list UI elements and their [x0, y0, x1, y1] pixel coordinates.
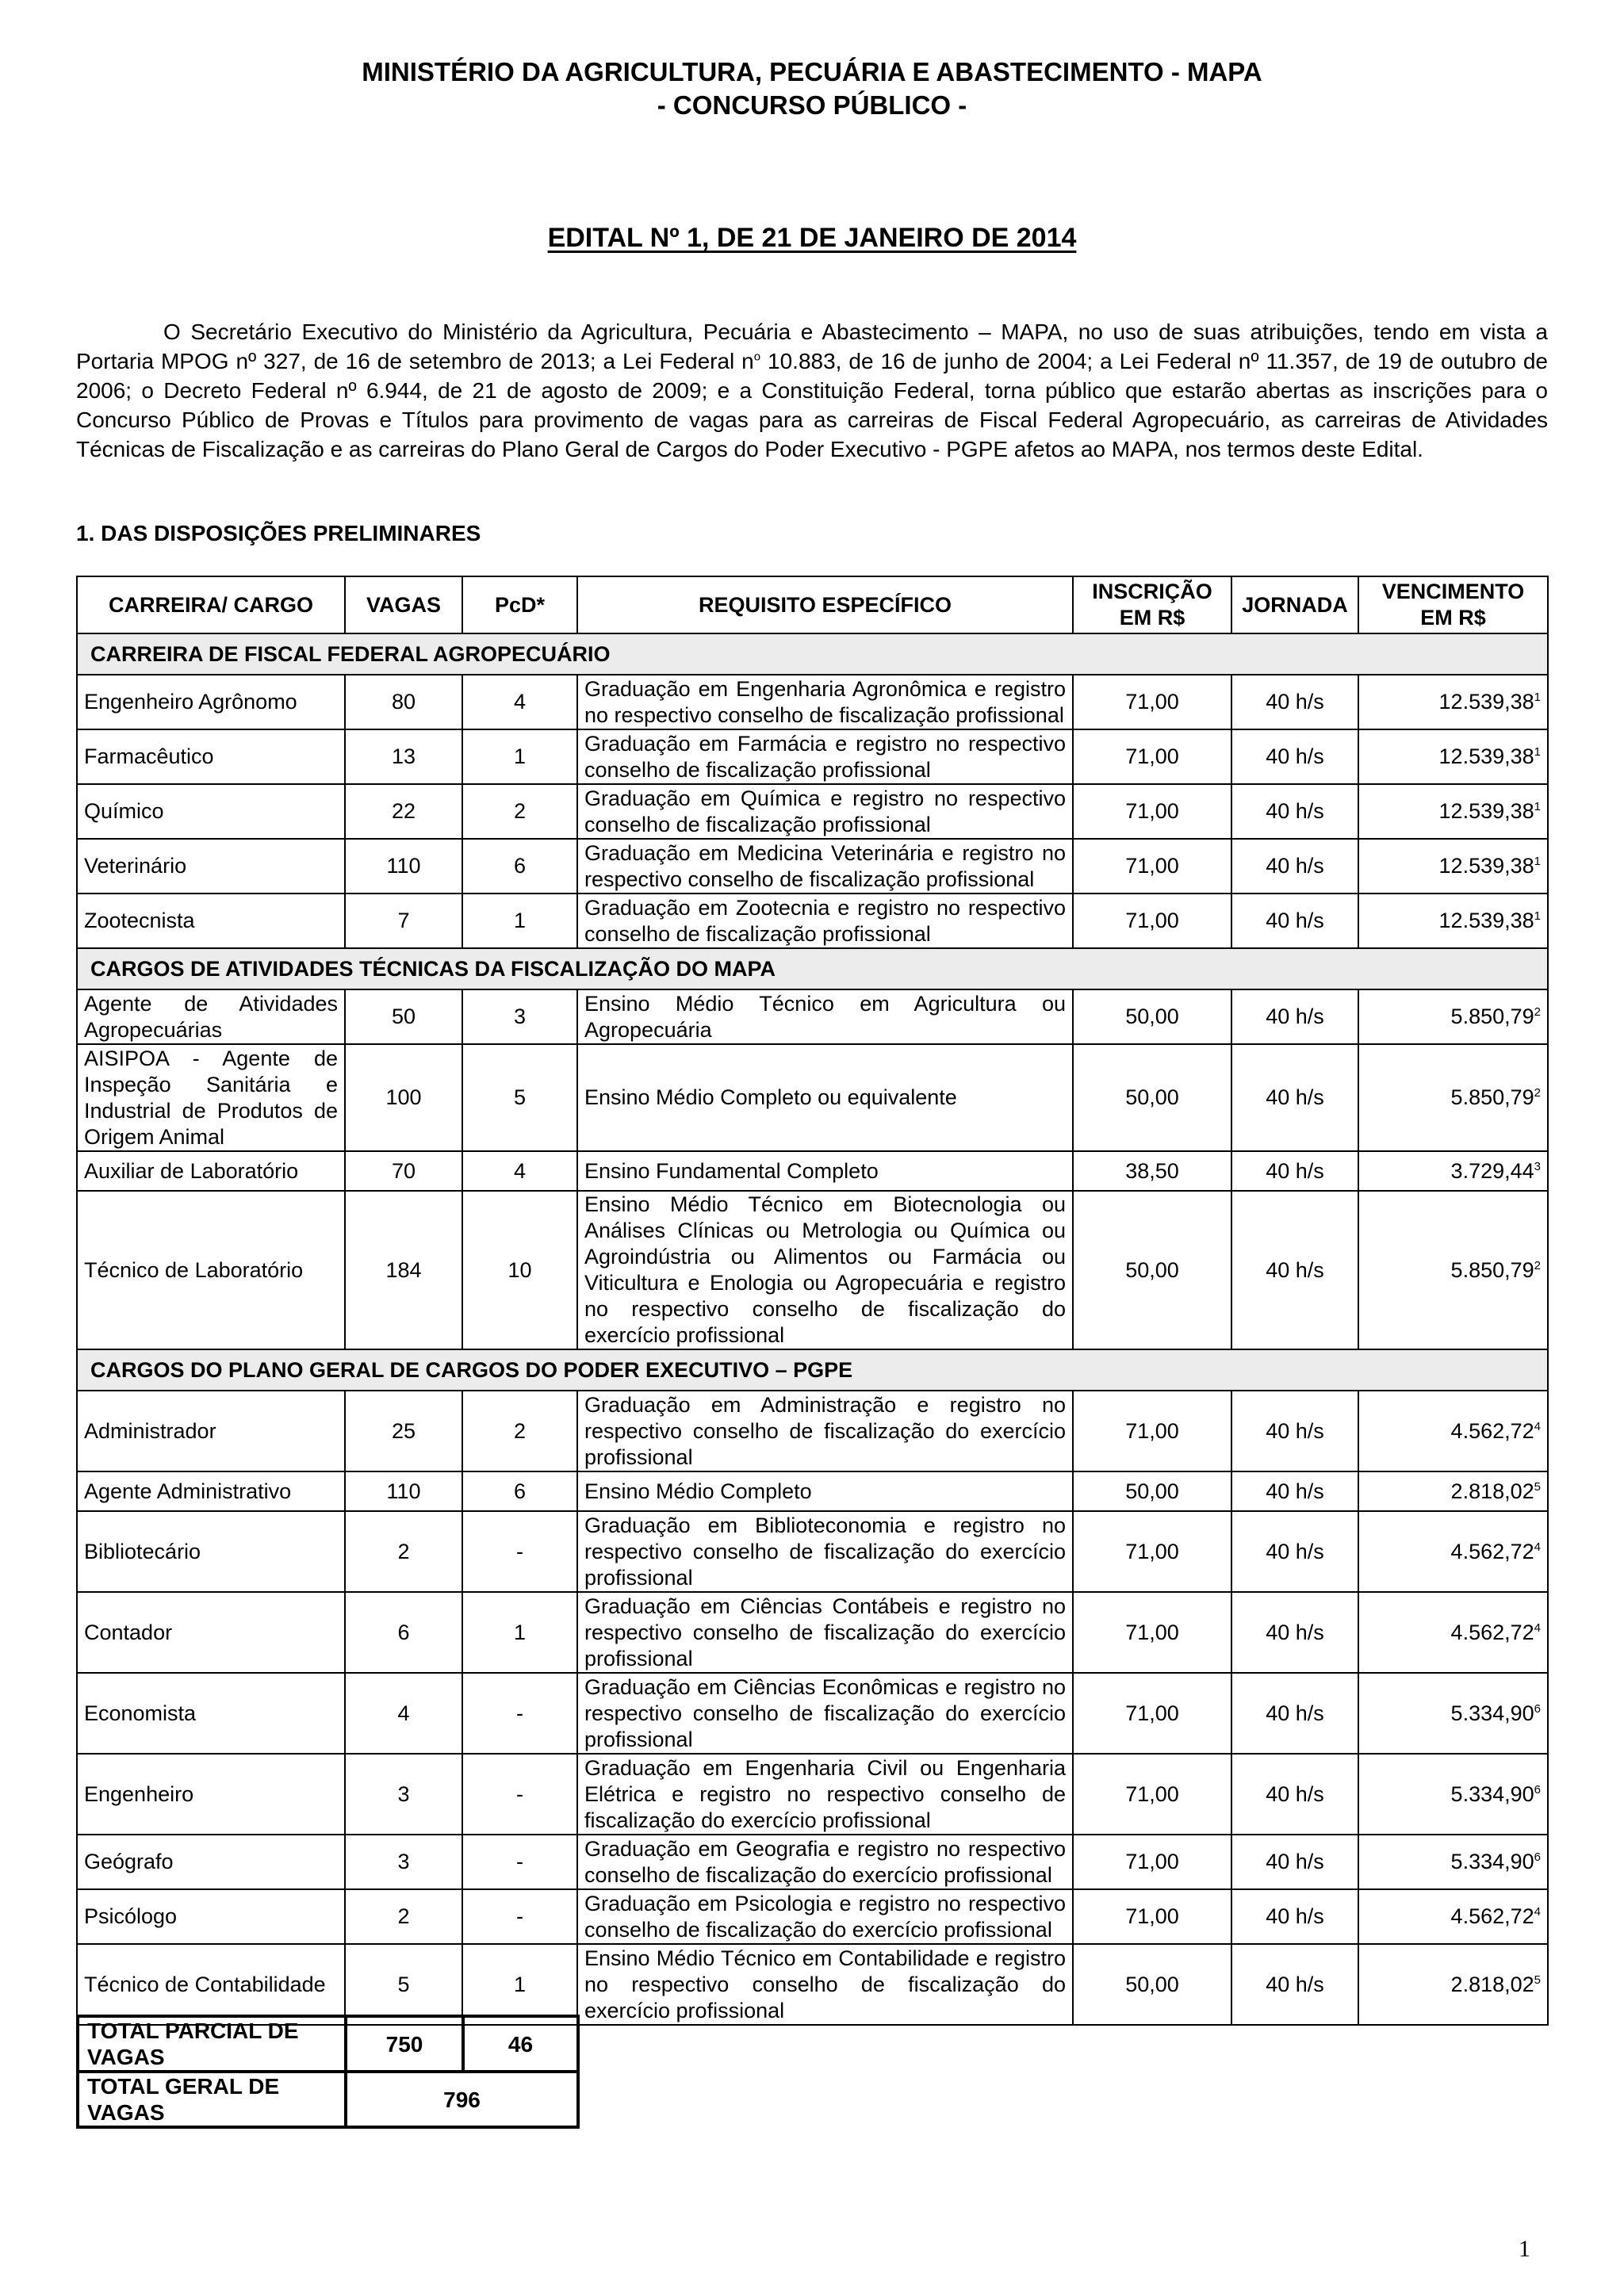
- vencimento-value: 12.539,38: [1438, 690, 1534, 714]
- total-geral-row: [78, 2072, 578, 2127]
- vencimento-footnote: 6: [1534, 1850, 1541, 1864]
- cell-vencimento: [1358, 675, 1548, 729]
- cell-vencimento: [1358, 1511, 1548, 1592]
- vencimento-value: 5.850,79: [1450, 1257, 1534, 1282]
- vencimento-value: 4.562,72: [1450, 1418, 1534, 1443]
- edital-title-text: EDITAL Nº 1, DE 21 DE JANEIRO DE 2014: [547, 223, 1077, 253]
- cell-cargo: Engenheiro: [77, 1754, 345, 1835]
- cell-vencimento: [1358, 1592, 1548, 1673]
- cell-vagas: 184: [345, 1191, 462, 1349]
- cell-inscricao: 71,00: [1073, 1889, 1231, 1944]
- vencimento-value: 5.334,90: [1450, 1781, 1534, 1806]
- cell-requisito: Ensino Médio Completo: [577, 1471, 1073, 1511]
- cell-inscricao: 50,00: [1073, 1471, 1231, 1511]
- cell-jornada: 40 h/s: [1231, 839, 1358, 894]
- col-header-jornada: JORNADA: [1231, 576, 1358, 633]
- cell-pcd: -: [462, 1673, 577, 1754]
- cell-pcd: 6: [462, 1471, 577, 1511]
- vencimento-value: 12.539,38: [1438, 744, 1534, 768]
- table-row: [77, 1754, 1548, 1835]
- cell-pcd: 1: [462, 1944, 577, 2025]
- cell-vencimento: [1358, 729, 1548, 784]
- cell-jornada: 40 h/s: [1231, 729, 1358, 784]
- table-row: [77, 1673, 1548, 1754]
- vencimento-footnote: 1: [1534, 800, 1541, 813]
- cell-jornada: 40 h/s: [1231, 784, 1358, 839]
- table-row: [77, 784, 1548, 839]
- vencimento-value: 3.729,44: [1450, 1158, 1534, 1183]
- cell-jornada: 40 h/s: [1231, 989, 1358, 1044]
- cell-requisito: Graduação em Administração e registro no respectivo conselho de fiscalização do exercício profissional: [577, 1391, 1073, 1471]
- cell-vagas: 2: [345, 1889, 462, 1944]
- cell-requisito: Graduação em Psicologia e registro no respectivo conselho de fiscalização do exercício profissional: [577, 1889, 1073, 1944]
- total-parcial-row: [78, 2016, 578, 2072]
- cell-cargo: Geógrafo: [77, 1835, 345, 1889]
- cell-vagas: 70: [345, 1151, 462, 1191]
- cell-jornada: 40 h/s: [1231, 1944, 1358, 2025]
- col-header-vagas: VAGAS: [345, 576, 462, 633]
- cell-vagas: 13: [345, 729, 462, 784]
- cell-cargo: Técnico de Contabilidade: [77, 1944, 345, 2025]
- cell-requisito: Graduação em Biblioteconomia e registro no respectivo conselho de fiscalização do exercício profissional: [577, 1511, 1073, 1592]
- cell-pcd: 1: [462, 1592, 577, 1673]
- cell-requisito: Graduação em Ciências Econômicas e registro no respectivo conselho de fiscalização do exercício profissional: [577, 1673, 1073, 1754]
- cell-vagas: 110: [345, 1471, 462, 1511]
- cell-jornada: 40 h/s: [1231, 1889, 1358, 1944]
- cell-requisito: Ensino Médio Completo ou equivalente: [577, 1044, 1073, 1151]
- cell-cargo: Farmacêutico: [77, 729, 345, 784]
- total-parcial-label: TOTAL PARCIAL DE VAGAS: [78, 2016, 346, 2072]
- cell-pcd: 6: [462, 839, 577, 894]
- cell-vencimento: [1358, 894, 1548, 948]
- cell-vagas: 110: [345, 839, 462, 894]
- cell-vencimento: [1358, 1044, 1548, 1151]
- category-row: [77, 948, 1548, 989]
- cell-pcd: -: [462, 1754, 577, 1835]
- cell-jornada: 40 h/s: [1231, 1151, 1358, 1191]
- table-row: [77, 839, 1548, 894]
- vencimento-footnote: 5: [1534, 1479, 1541, 1494]
- cell-vencimento: [1358, 1391, 1548, 1471]
- cell-jornada: 40 h/s: [1231, 1673, 1358, 1754]
- cell-jornada: 40 h/s: [1231, 1511, 1358, 1592]
- intro-part1: O Secretário Executivo do Ministério da Agricultura, Pecuária e Abastecimento – MAPA, no uso de suas atribuições, tendo em vista a Portaria MPOG nº 327, de 16 de setembro de 2013; a Lei Federal n: [76, 320, 1548, 373]
- cell-jornada: 40 h/s: [1231, 675, 1358, 729]
- vencimento-value: 4.562,72: [1450, 1620, 1534, 1644]
- cell-cargo: Químico: [77, 784, 345, 839]
- concurso-header: - CONCURSO PÚBLICO -: [657, 90, 967, 120]
- cell-cargo: Contador: [77, 1592, 345, 1673]
- col-header-requisito: REQUISITO ESPECÍFICO: [577, 576, 1073, 633]
- cell-vagas: 22: [345, 784, 462, 839]
- cell-requisito: Ensino Médio Técnico em Biotecnologia ou Análises Clínicas ou Metrologia ou Química ou Agroindústria ou Alimentos ou Farmácia ou Viticultura e Enologia ou Agropecuária e registro no respectivo conselho de fiscalização do exercício profissional: [577, 1191, 1073, 1349]
- cell-vagas: 25: [345, 1391, 462, 1471]
- vencimento-footnote: 2: [1534, 1258, 1541, 1272]
- cell-pcd: 5: [462, 1044, 577, 1151]
- cell-inscricao: 71,00: [1073, 729, 1231, 784]
- vencimento-value: 5.334,90: [1450, 1850, 1534, 1873]
- col-header-vencimento: VENCIMENTO EM R$: [1358, 576, 1548, 633]
- cell-vencimento: [1358, 989, 1548, 1044]
- vencimento-footnote: 1: [1534, 691, 1541, 704]
- cell-jornada: 40 h/s: [1231, 894, 1358, 948]
- cell-requisito: Graduação em Medicina Veterinária e registro no respectivo conselho de fiscalização profissional: [577, 839, 1073, 894]
- cell-requisito: Graduação em Geografia e registro no respectivo conselho de fiscalização do exercício profissional: [577, 1835, 1073, 1889]
- cell-requisito: Graduação em Engenharia Agronômica e registro no respectivo conselho de fiscalização profissional: [577, 675, 1073, 729]
- vencimento-value: 12.539,38: [1438, 799, 1534, 823]
- cell-vagas: 5: [345, 1944, 462, 2025]
- cell-inscricao: 71,00: [1073, 1511, 1231, 1592]
- cell-cargo: Auxiliar de Laboratório: [77, 1151, 345, 1191]
- cell-jornada: 40 h/s: [1231, 1391, 1358, 1471]
- vencimento-value: 5.334,90: [1450, 1701, 1534, 1725]
- table-row: [77, 1191, 1548, 1349]
- cell-requisito: Graduação em Ciências Contábeis e registro no respectivo conselho de fiscalização do exercício profissional: [577, 1592, 1073, 1673]
- cell-jornada: 40 h/s: [1231, 1835, 1358, 1889]
- table-row: [77, 1471, 1548, 1511]
- table-row: [77, 1889, 1548, 1944]
- table-row: [77, 1835, 1548, 1889]
- vencimento-footnote: 2: [1534, 1005, 1541, 1019]
- total-parcial-pcd: 46: [463, 2016, 578, 2072]
- table-row: [77, 1592, 1548, 1673]
- vencimento-value: 4.562,72: [1450, 1904, 1534, 1928]
- cell-inscricao: 71,00: [1073, 1754, 1231, 1835]
- cell-cargo: AISIPOA - Agente de Inspeção Sanitária e Industrial de Produtos de Origem Animal: [77, 1044, 345, 1151]
- category-title: CARGOS DE ATIVIDADES TÉCNICAS DA FISCALIZAÇÃO DO MAPA: [77, 948, 1548, 989]
- cell-vagas: 80: [345, 675, 462, 729]
- cell-requisito: Ensino Médio Técnico em Contabilidade e registro no respectivo conselho de fiscalização do exercício profissional: [577, 1944, 1073, 2025]
- category-title: CARGOS DO PLANO GERAL DE CARGOS DO PODER EXECUTIVO – PGPE: [77, 1349, 1548, 1391]
- cell-cargo: Técnico de Laboratório: [77, 1191, 345, 1349]
- cell-inscricao: 71,00: [1073, 894, 1231, 948]
- cell-jornada: 40 h/s: [1231, 1044, 1358, 1151]
- cell-jornada: 40 h/s: [1231, 1592, 1358, 1673]
- col-header-cargo: CARREIRA/ CARGO: [77, 576, 345, 633]
- cell-vagas: 7: [345, 894, 462, 948]
- cell-vagas: 4: [345, 1673, 462, 1754]
- col-header-pcd: PcD*: [462, 576, 577, 633]
- cell-vencimento: [1358, 1754, 1548, 1835]
- cell-inscricao: 71,00: [1073, 1391, 1231, 1471]
- category-title: CARREIRA DE FISCAL FEDERAL AGROPECUÁRIO: [77, 633, 1548, 675]
- cell-vencimento: [1358, 784, 1548, 839]
- cell-vagas: 6: [345, 1592, 462, 1673]
- cell-inscricao: 71,00: [1073, 1592, 1231, 1673]
- cell-cargo: Psicólogo: [77, 1889, 345, 1944]
- table-row: [77, 729, 1548, 784]
- cell-pcd: 2: [462, 1391, 577, 1471]
- cell-pcd: 4: [462, 675, 577, 729]
- cell-requisito: Ensino Médio Técnico em Agricultura ou Agropecuária: [577, 989, 1073, 1044]
- vencimento-value: 12.539,38: [1438, 854, 1534, 878]
- section-title: 1. DAS DISPOSIÇÕES PRELIMINARES: [76, 521, 481, 545]
- ministry-header: MINISTÉRIO DA AGRICULTURA, PECUÁRIA E ABASTECIMENTO - MAPA: [362, 57, 1262, 86]
- category-row: [77, 1349, 1548, 1391]
- cell-vencimento: [1358, 1151, 1548, 1191]
- cell-requisito: Graduação em Química e registro no respectivo conselho de fiscalização profissional: [577, 784, 1073, 839]
- table-row: [77, 1511, 1548, 1592]
- cell-vencimento: [1358, 1889, 1548, 1944]
- table-row: [77, 1391, 1548, 1471]
- cell-cargo: Engenheiro Agrônomo: [77, 675, 345, 729]
- cell-inscricao: 71,00: [1073, 784, 1231, 839]
- cell-requisito: Graduação em Farmácia e registro no respectivo conselho de fiscalização profissional: [577, 729, 1073, 784]
- vencimento-footnote: 3: [1534, 1159, 1541, 1173]
- vencimento-footnote: 1: [1534, 909, 1541, 923]
- cell-pcd: -: [462, 1835, 577, 1889]
- cell-pcd: 2: [462, 784, 577, 839]
- table-row: [77, 1044, 1548, 1151]
- cell-vencimento: [1358, 1471, 1548, 1511]
- vencimento-value: 12.539,38: [1438, 909, 1534, 932]
- vencimento-value: 2.818,02: [1450, 1479, 1534, 1503]
- cell-inscricao: 71,00: [1073, 1835, 1231, 1889]
- intro-ordinal: o: [753, 350, 761, 364]
- totals-table: [76, 2015, 580, 2129]
- vencimento-value: 2.818,02: [1450, 1972, 1534, 1996]
- vencimento-footnote: 4: [1534, 1540, 1541, 1554]
- cell-cargo: Veterinário: [77, 839, 345, 894]
- cell-inscricao: 71,00: [1073, 839, 1231, 894]
- cell-cargo: Agente Administrativo: [77, 1471, 345, 1511]
- vencimento-footnote: 4: [1534, 1905, 1541, 1919]
- total-geral-vagas: 796: [346, 2072, 578, 2127]
- cell-inscricao: 50,00: [1073, 1191, 1231, 1349]
- table-row: [77, 894, 1548, 948]
- vencimento-footnote: 6: [1534, 1782, 1541, 1797]
- vencimento-footnote: 5: [1534, 1973, 1541, 1987]
- table-row: [77, 675, 1548, 729]
- cell-vencimento: [1358, 839, 1548, 894]
- vencimento-footnote: 1: [1534, 745, 1541, 759]
- cell-pcd: 3: [462, 989, 577, 1044]
- cell-cargo: Economista: [77, 1673, 345, 1754]
- total-geral-label: TOTAL GERAL DE VAGAS: [78, 2072, 346, 2127]
- intro-paragraph: [76, 317, 1548, 464]
- vencimento-footnote: 4: [1534, 1621, 1541, 1635]
- cell-inscricao: 50,00: [1073, 1944, 1231, 2025]
- cell-jornada: 40 h/s: [1231, 1191, 1358, 1349]
- cell-vagas: 50: [345, 989, 462, 1044]
- vencimento-footnote: 1: [1534, 855, 1541, 868]
- intro-part2: 10.883, de 16 de junho de 2004; a Lei Federal nº 11.357, de 19 de outubro de 2006; o Decreto Federal nº 6.944, de 21 de agosto de 2009; e a Constituição Federal, torna público que estarão abertas as inscrições para o Concurso Público de Provas e Títulos para provimento de vagas para as carreiras de Fiscal Federal Agropecuário, as carreiras de Atividades Técnicas de Fiscalização e as carreiras do Plano Geral de Cargos do Poder Executivo - PGPE afetos ao MAPA, nos termos deste Edital.: [76, 349, 1548, 461]
- cell-pcd: 4: [462, 1151, 577, 1191]
- vencimento-value: 5.850,79: [1450, 1085, 1534, 1109]
- category-row: [77, 633, 1548, 675]
- cell-vagas: 3: [345, 1835, 462, 1889]
- cell-pcd: -: [462, 1889, 577, 1944]
- cell-cargo: Bibliotecário: [77, 1511, 345, 1592]
- table-row: [77, 1944, 1548, 2025]
- col-header-inscricao: INSCRIÇÃO EM R$: [1073, 576, 1231, 633]
- vencimento-value: 4.562,72: [1450, 1539, 1534, 1563]
- cell-cargo: Administrador: [77, 1391, 345, 1471]
- cell-pcd: 10: [462, 1191, 577, 1349]
- vencimento-footnote: 4: [1534, 1419, 1541, 1433]
- vacancies-table: [76, 576, 1549, 2026]
- cell-pcd: -: [462, 1511, 577, 1592]
- cell-vagas: 2: [345, 1511, 462, 1592]
- cell-pcd: 1: [462, 894, 577, 948]
- table-body: [77, 633, 1548, 2025]
- cell-inscricao: 71,00: [1073, 675, 1231, 729]
- cell-vencimento: [1358, 1673, 1548, 1754]
- cell-vagas: 3: [345, 1754, 462, 1835]
- cell-jornada: 40 h/s: [1231, 1471, 1358, 1511]
- cell-pcd: 1: [462, 729, 577, 784]
- cell-vencimento: [1358, 1944, 1548, 2025]
- cell-inscricao: 38,50: [1073, 1151, 1231, 1191]
- cell-inscricao: 50,00: [1073, 1044, 1231, 1151]
- vencimento-footnote: 6: [1534, 1701, 1541, 1716]
- cell-jornada: 40 h/s: [1231, 1754, 1358, 1835]
- cell-cargo: Zootecnista: [77, 894, 345, 948]
- total-parcial-vagas: 750: [346, 2016, 463, 2072]
- cell-requisito: Graduação em Engenharia Civil ou Engenharia Elétrica e registro no respectivo conselho de fiscalização do exercício profissional: [577, 1754, 1073, 1835]
- edital-title: [0, 220, 1624, 255]
- cell-requisito: Graduação em Zootecnia e registro no respectivo conselho de fiscalização profissional: [577, 894, 1073, 948]
- cell-inscricao: 50,00: [1073, 989, 1231, 1044]
- vencimento-value: 5.850,79: [1450, 1004, 1534, 1028]
- table-header-row: [77, 576, 1548, 633]
- table-row: [77, 989, 1548, 1044]
- cell-requisito: Ensino Fundamental Completo: [577, 1151, 1073, 1191]
- cell-inscricao: 71,00: [1073, 1673, 1231, 1754]
- cell-vencimento: [1358, 1191, 1548, 1349]
- table-row: [77, 1151, 1548, 1191]
- vencimento-footnote: 2: [1534, 1086, 1541, 1100]
- page-number: 1: [1519, 2236, 1530, 2262]
- cell-vagas: 100: [345, 1044, 462, 1151]
- cell-cargo: Agente de Atividades Agropecuárias: [77, 989, 345, 1044]
- cell-vencimento: [1358, 1835, 1548, 1889]
